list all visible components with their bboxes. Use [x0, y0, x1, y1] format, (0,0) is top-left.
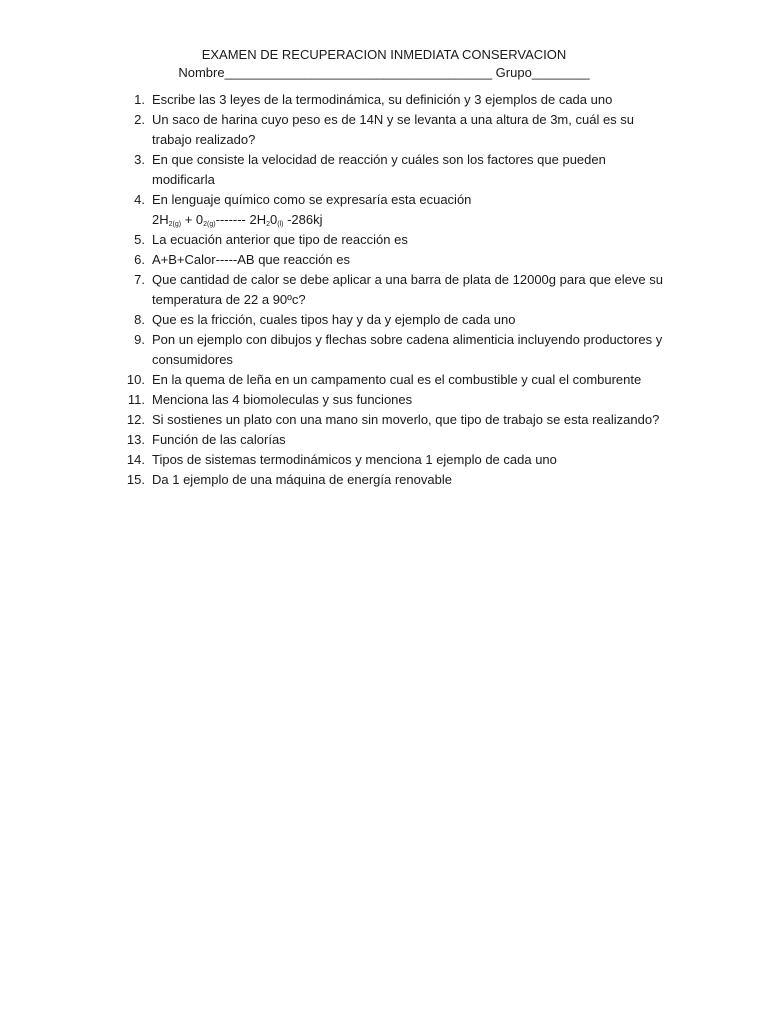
exam-title: EXAMEN DE RECUPERACION INMEDIATA CONSERVACION	[201, 47, 567, 62]
question-number: 3.	[134, 152, 145, 167]
question-number: 5.	[134, 232, 145, 247]
question-number: 1.	[134, 92, 145, 107]
question-text: En que consiste la velocidad de reacción y cuáles son los factores que pueden modificarla	[152, 152, 606, 187]
name-group-line: Nombre_____________________________________ Grupo________	[178, 65, 590, 80]
question-item-10	[123, 370, 663, 390]
question-number: 8.	[134, 312, 145, 327]
question-text: Escribe las 3 leyes de la termodinámica, su definición y 3 ejemplos de cada uno	[152, 92, 613, 107]
question-item-12	[123, 410, 663, 430]
question-number: 15.	[126, 472, 145, 487]
question-item-14	[123, 450, 663, 470]
question-item-13	[123, 430, 663, 450]
question-number: 14.	[126, 452, 145, 467]
question-number: 6.	[134, 252, 145, 267]
question-text: Pon un ejemplo con dibujos y flechas sobre cadena alimenticia incluyendo productores y consumidores	[152, 332, 663, 367]
question-item-2	[123, 110, 663, 150]
question-item-6	[123, 250, 663, 270]
question-number: 10.	[126, 372, 145, 387]
question-number: 2.	[134, 112, 145, 127]
question-number: 13.	[126, 432, 145, 447]
question-number: 7.	[134, 272, 145, 287]
question-number: 12.	[126, 412, 145, 427]
question-item-7	[123, 270, 663, 310]
question-text: En la quema de leña en un campamento cual es el combustible y cual el comburente	[152, 372, 642, 387]
question-item-1	[123, 90, 663, 110]
question-text: La ecuación anterior que tipo de reacción es	[152, 232, 408, 247]
question-item-5	[123, 230, 663, 250]
question-text: Da 1 ejemplo de una máquina de energía renovable	[152, 472, 452, 487]
question-text: Función de las calorías	[152, 432, 286, 447]
chemical-equation: $2H_{2(g)} + 0_{2(g)}-------$ $2H_20_{(l)}$ -286kj	[152, 212, 323, 228]
question-text: Un saco de harina cuyo peso es de 14N y se levanta a una altura de 3m, cuál es su trabajo realizado?	[152, 112, 635, 147]
question-item-8	[123, 310, 663, 330]
question-item-3	[123, 150, 663, 190]
question-text: Que cantidad de calor se debe aplicar a una barra de plata de 12000g para que eleve su temperatura de 22 a 90ºc?	[152, 272, 663, 307]
question-text: Tipos de sistemas termodinámicos y menciona 1 ejemplo de cada uno	[152, 452, 557, 467]
question-item-11	[123, 390, 663, 410]
question-item-9	[123, 330, 663, 370]
question-text: En lenguaje químico como se expresaría esta ecuación	[152, 192, 472, 207]
question-text: Si sostienes un plato con una mano sin moverlo, que tipo de trabajo se esta realizando?	[152, 412, 660, 427]
question-text: Que es la fricción, cuales tipos hay y da y ejemplo de cada uno	[152, 312, 516, 327]
question-number: 9.	[134, 332, 145, 347]
question-text: A+B+Calor-----AB que reacción es	[152, 252, 350, 267]
question-text: Menciona las 4 biomoleculas y sus funciones	[152, 392, 413, 407]
question-number: 4.	[134, 192, 145, 207]
question-list	[123, 90, 663, 490]
question-item-15	[123, 470, 663, 490]
question-item-4	[123, 190, 663, 230]
question-number: 11.	[127, 392, 145, 407]
